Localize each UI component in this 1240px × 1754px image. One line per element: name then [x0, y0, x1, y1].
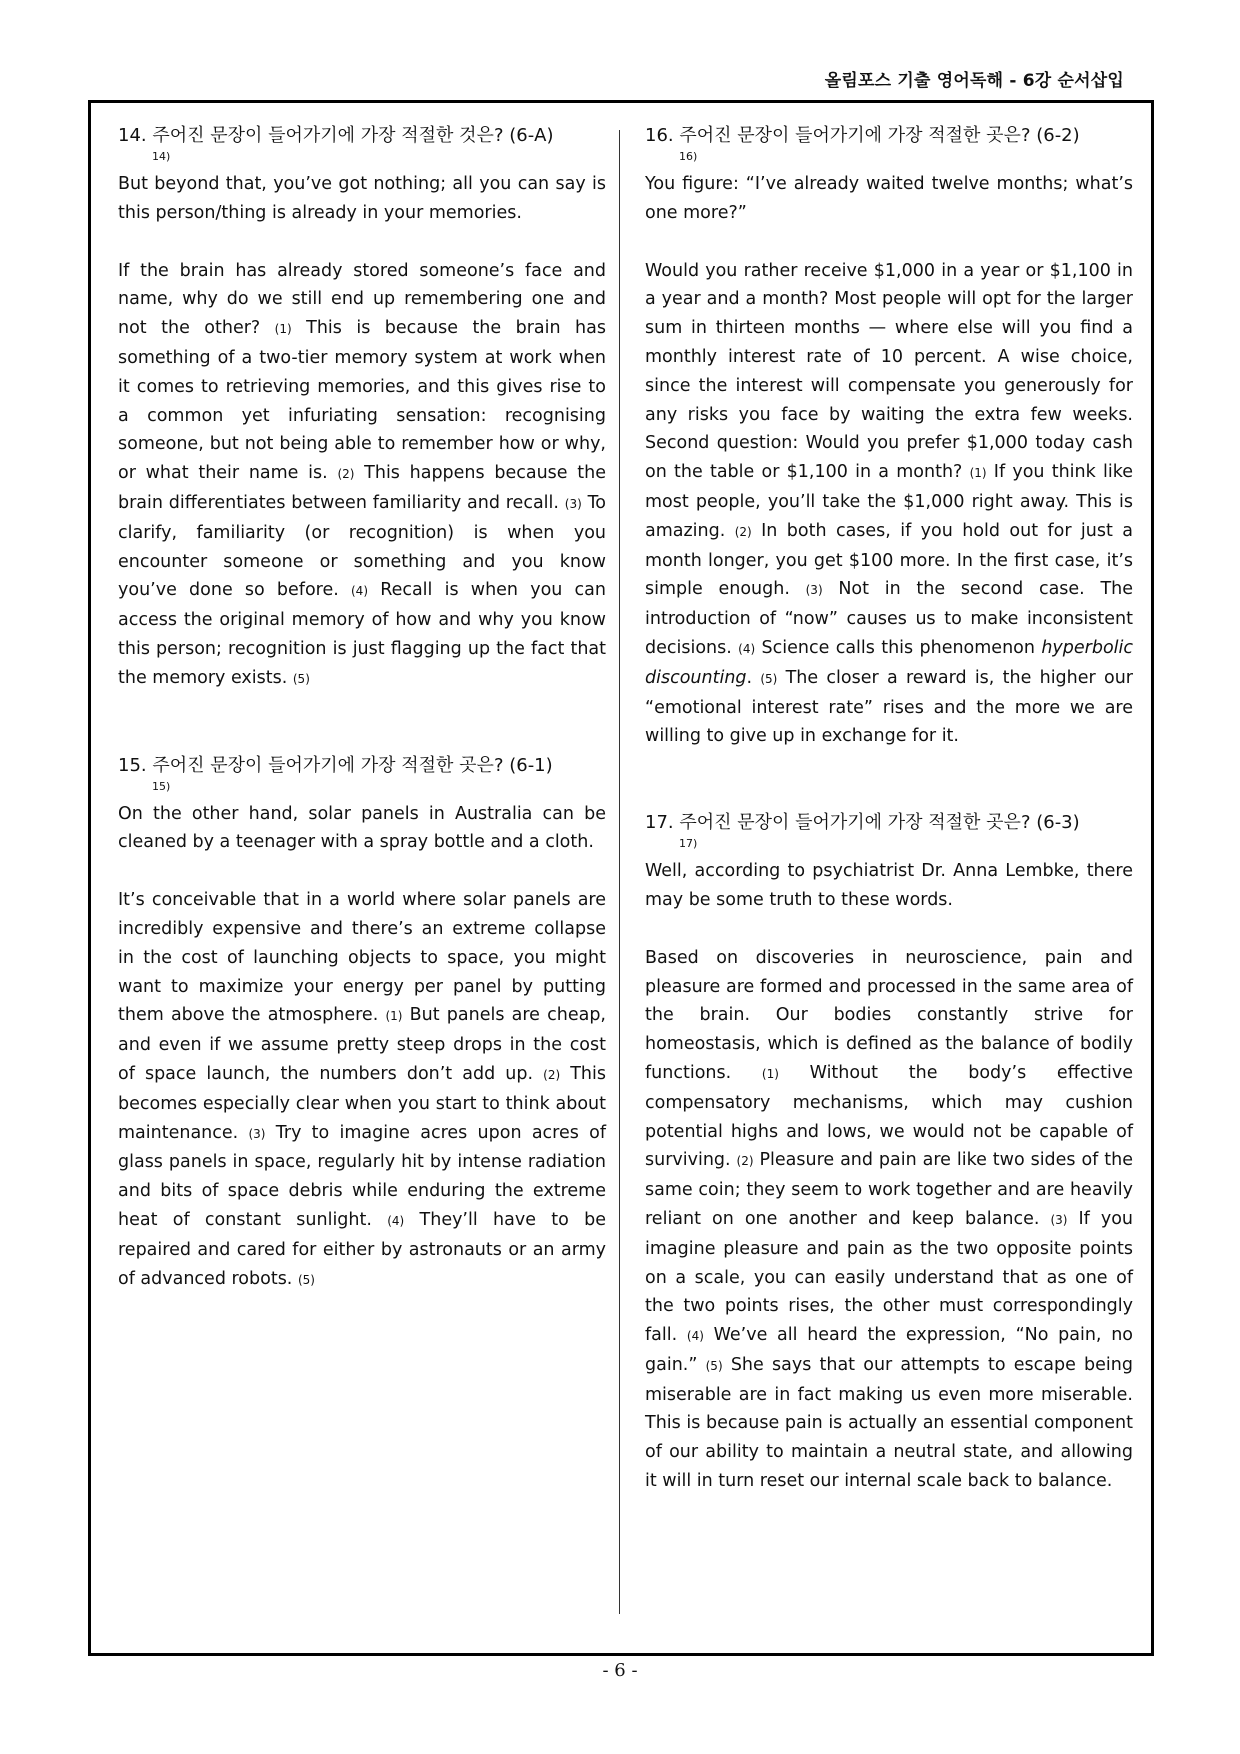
passage — [118, 257, 606, 694]
insertion-point-marker: (3) — [1050, 1212, 1068, 1227]
insertion-point-marker: (5) — [297, 1272, 315, 1287]
passage-text: She says that our attempts to escape being miserable are in fact making us even more miserable. This is because pain is actually an essential component of our ability to maintain a neutral state, and allowing it will in turn reset our internal scale back to balance. — [645, 1354, 1133, 1492]
insertion-point-marker: (3) — [248, 1126, 266, 1141]
insertion-point-marker: (2) — [736, 1154, 754, 1169]
insertion-point-marker: (1) — [969, 466, 987, 481]
question-heading: 15. 주어진 문장이 들어가기에 가장 적절한 곳은? (6-1) — [118, 754, 553, 776]
given-sentence: On the other hand, solar panels in Australia can be cleaned by a teenager with a spray bottle and a cloth. — [118, 803, 606, 853]
question-17 — [645, 811, 1133, 1496]
passage-text: We’ve all heard the expression, “No pain, no gain.” — [645, 1325, 1134, 1375]
insertion-point-marker: (3) — [805, 583, 823, 598]
passage-text: Recall is when you can access the original memory of how and why you know this person; recognition is just flagging up the fact that the memory exists. — [118, 580, 606, 688]
passage-text: This happens because the brain differentiates between familiarity and recall. — [118, 463, 606, 513]
passage-text: If you think like most people, you’ll take the $1,000 right away. This is amazing. — [645, 462, 1133, 541]
passage-text: Science calls this phenomenon — [755, 637, 1042, 658]
question-footnote-marker: 17) — [679, 837, 698, 851]
italic-term: hyperbolic discounting — [645, 637, 1133, 688]
given-sentence: You figure: “I’ve already waited twelve months; what’s one more?” — [645, 174, 1133, 223]
question-16 — [645, 124, 1133, 751]
passage-text: Based on discoveries in neuroscience, pain and pleasure are formed and processed in the same area of the brain. Our bodies constantly strive for homeostasis, which is defined as the balance of bodily functions. — [645, 947, 1133, 1083]
question-footnote-marker: 16) — [679, 150, 698, 163]
question-heading: 16. 주어진 문장이 들어가기에 가장 적절한 곳은? (6-2) — [645, 125, 1080, 146]
insertion-point-marker: (4) — [351, 584, 368, 599]
given-sentence: Well, according to psychiatrist Dr. Anna Lembke, there may be some truth to these words. — [645, 861, 1133, 910]
page-number: - 6 - — [602, 1660, 638, 1681]
question-footnote-marker: 14) — [152, 150, 171, 163]
insertion-point-marker: (3) — [564, 496, 582, 511]
passage — [645, 257, 1133, 752]
question-heading: 17. 주어진 문장이 들어가기에 가장 적절한 곳은? (6-3) — [645, 812, 1080, 834]
column-divider — [619, 130, 620, 1614]
insertion-point-marker: (1) — [761, 1066, 779, 1081]
page-header-title: 올림포스 기출 영어독해 - 6강 순서삽입 — [824, 71, 1124, 91]
insertion-point-marker: (1) — [385, 1009, 403, 1024]
passage-text: Pleasure and pain are like two sides of the same coin; they seem to work together and are heavily reliant on one another and keep balance. — [645, 1150, 1133, 1229]
passage-text: Would you rather receive $1,000 in a year or $1,100 in a year and a month? Most people will opt for the larger sum in thirteen months — where else will you find a monthly interest rate of 10 percent. A wise choice, since the interest will compensate you generously for any risks you face by waiting the extra few weeks. Second question: Would you prefer $1,000 today cash on the table or $1,100 in a month? — [645, 260, 1133, 483]
left-column — [118, 124, 606, 1354]
insertion-point-marker: (4) — [387, 1213, 405, 1228]
passage-text: But panels are cheap, and even if we assume pretty steep drops in the cost of space launch, the numbers don’t add up. — [118, 1005, 606, 1084]
right-column — [645, 124, 1133, 1556]
insertion-point-marker: (5) — [292, 671, 310, 686]
question-14 — [118, 124, 606, 694]
insertion-point-marker: (5) — [705, 1358, 723, 1373]
passage — [645, 944, 1133, 1496]
insertion-point-marker: (2) — [734, 524, 752, 539]
insertion-point-marker: (4) — [686, 1329, 704, 1344]
insertion-point-marker: (5) — [760, 671, 778, 686]
passage — [118, 886, 606, 1294]
passage-text: Without the body’s effective compensatory mechanisms, which may cushion potential highs and lows, we would not be capable of surviving. — [645, 1062, 1133, 1171]
passage-text: It’s conceivable that in a world where solar panels are incredibly expensive and there’s an extreme collapse in the cost of launching objects to space, you might want to maximize your energy per panel by putting them above the atmosphere. — [118, 890, 606, 1026]
passage-text: Try to imagine acres upon acres of glass panels in space, regularly hit by intense radiation and bits of space debris while enduring the extreme heat of constant sunlight. — [118, 1122, 606, 1230]
insertion-point-marker: (2) — [337, 467, 355, 482]
insertion-point-marker: (1) — [274, 322, 292, 337]
question-heading: 14. 주어진 문장이 들어가기에 가장 적절한 것은? (6-A) — [118, 125, 554, 146]
passage-text: To clarify, familiarity (or recognition) is when you encounter someone or something and you know you’ve done so before. — [118, 492, 606, 601]
passage-text: In both cases, if you hold out for just a month longer, you get $100 more. In the first case, it’s simple enough. — [645, 520, 1133, 600]
passage-text: If you imagine pleasure and pain as the two opposite points on a scale, you can easily understand that as one of the two points rises, the other must correspondingly fall. — [645, 1208, 1133, 1346]
passage-text: This is because the brain has something of a two-tier memory system at work when it comes to retrieving memories, and this gives rise to a common yet infuriating sensation: recognising someone, but not being able to remember how or why, or what their name is. — [118, 318, 606, 484]
passage-text: This becomes especially clear when you start to think about maintenance. — [118, 1063, 606, 1143]
insertion-point-marker: (4) — [738, 641, 756, 656]
passage-text: If the brain has already stored someone’s face and name, why do we still end up remembering one and not the other? — [118, 260, 606, 339]
insertion-point-marker: (2) — [543, 1067, 561, 1082]
passage-text: They’ll have to be repaired and cared for either by astronauts or an army of advanced robots. — [118, 1209, 606, 1289]
passage-text: . — [746, 667, 761, 688]
question-footnote-marker: 15) — [152, 779, 171, 793]
passage-text: The closer a reward is, the higher our “emotional interest rate” rises and the more we are willing to give up in exchange for it. — [645, 667, 1133, 747]
given-sentence: But beyond that, you’ve got nothing; all you can say is this person/thing is already in your memories. — [118, 174, 606, 223]
passage-text: Not in the second case. The introduction of “now” causes us to make inconsistent decisions. — [645, 579, 1133, 658]
question-15 — [118, 754, 606, 1295]
